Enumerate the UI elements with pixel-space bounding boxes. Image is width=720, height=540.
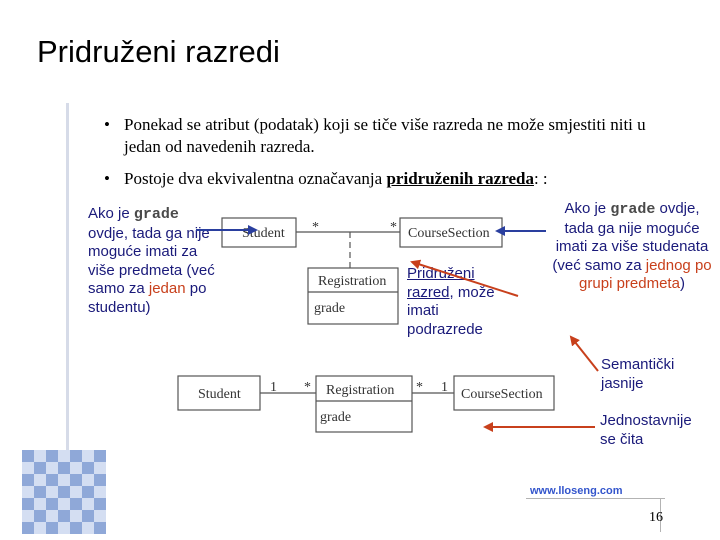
right-note-emphasis-2: po grupi predmeta (579, 256, 712, 293)
d2-registration-attr: grade (320, 410, 352, 425)
d2-mult-right-1: * (416, 380, 423, 395)
left-note-code: grade (133, 206, 179, 223)
left-note-text-2: ovdje, tada ga nije moguće imati za više predmeta (već samo za (88, 224, 215, 298)
d2-mult-right-2: 1 (441, 380, 448, 395)
d2-student-label: Student (198, 387, 241, 402)
semantic-arrow (571, 337, 598, 371)
right-note-text-1: Ako je (564, 200, 611, 217)
bullet-text: Ponekad se atribut (podatak) koji se tiče više razreda ne može smjestiti niti u jedan od navedenih razreda. (124, 115, 646, 156)
d2-coursesection-label: CourseSection (461, 387, 543, 402)
bullet-suffix: : : (533, 169, 548, 188)
d1-student-label: Student (242, 226, 285, 241)
slide-title: Pridruženi razredi (37, 34, 280, 69)
diagram-1 (222, 218, 502, 324)
d1-mult-right: * (390, 220, 397, 235)
semantic-note-line-2: jasnije (601, 374, 644, 392)
semantic-note-line-1: Semantički (601, 356, 675, 373)
left-note-text-1: Ako je (88, 205, 134, 222)
page-number: 16 (649, 510, 663, 525)
bullet-marker: • (104, 115, 110, 134)
footer-url[interactable]: www.lloseng.com (530, 485, 623, 497)
footer-line (526, 498, 665, 499)
middle-note-comma: , (449, 283, 454, 301)
simpler-note-line-2: se čita (600, 430, 644, 448)
left-note-text-3: po studentu) (88, 280, 207, 316)
d2-mult-left-2: * (304, 380, 311, 395)
d1-coursesection-label: CourseSection (408, 226, 490, 241)
d2-mult-left-1: 1 (270, 380, 277, 395)
d1-mult-left: * (312, 220, 319, 235)
bullet-marker: • (104, 169, 110, 188)
d1-registration-attr: grade (314, 301, 346, 316)
middle-note-association-class: Pridruženi razred (407, 265, 475, 301)
right-note-text-3: ) (679, 275, 685, 293)
bullet-prefix: Postoje dva ekvivalentna označavanja (124, 169, 387, 188)
right-note-emphasis-1: jednog (645, 256, 691, 274)
bullet-highlight: pridruženih razreda (386, 169, 534, 188)
d1-registration-label: Registration (318, 274, 387, 289)
left-note-emphasis: jedan (148, 280, 186, 298)
middle-note-arrow (412, 262, 518, 296)
right-note-text-2: ovdje, tada ga nije moguće imati za više studenata (već samo za (552, 200, 709, 274)
right-note-code: grade (610, 201, 656, 218)
middle-note-text: može imati podrazrede (407, 283, 495, 338)
d2-registration-label: Registration (326, 383, 395, 398)
diagram-2 (178, 376, 554, 432)
simpler-note-line-1: Jednostavnije (600, 412, 692, 429)
